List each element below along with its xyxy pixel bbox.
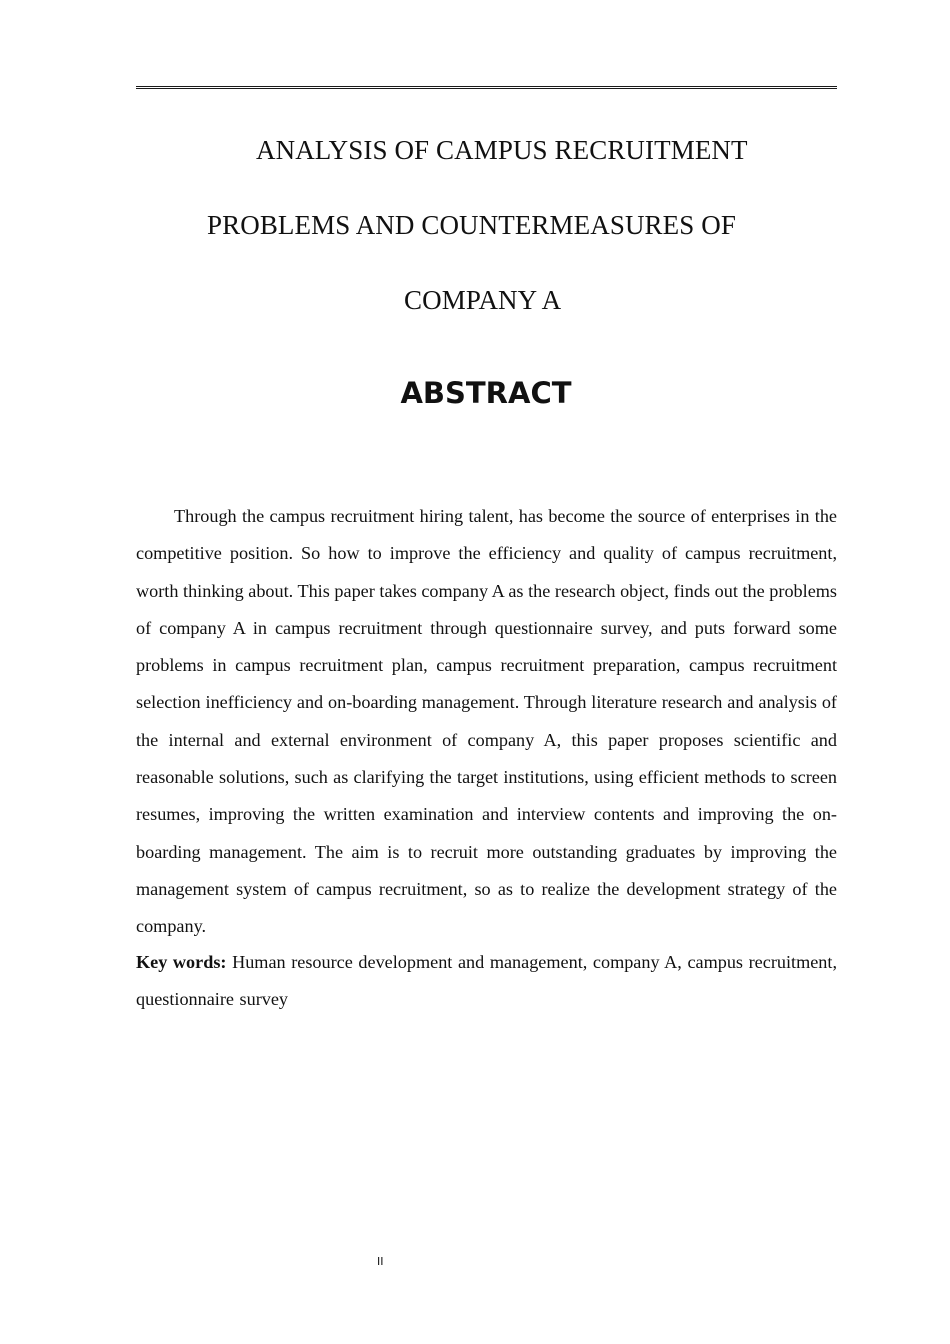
header-rule (136, 86, 837, 89)
title-line-2: PROBLEMS AND COUNTERMEASURES OF (207, 210, 736, 240)
keywords-text: Human resource development and management, company A, campus recruitment, questionnaire survey (136, 952, 837, 1010)
keywords-label: Key words: (136, 952, 227, 972)
abstract-heading: ABSTRACT (400, 376, 572, 410)
title-line-3: COMPANY A (404, 285, 562, 315)
page-number: II (377, 1255, 384, 1268)
title-line-1: ANALYSIS OF CAMPUS RECRUITMENT (256, 135, 748, 165)
abstract-paragraph: Through the campus recruitment hiring talent, has become the source of enterprises in the competitive position. So how to improve the efficiency and quality of campus recruitment, worth thinking about. This paper takes company A as the research object, finds out the problems of company A in campus recruitment through questionnaire survey, and puts forward some problems in campus recruitment plan, campus recruitment preparation, campus recruitment selection inefficiency and on-boarding management. Through literature research and analysis of the internal and external environment of company A, this paper proposes scientific and reasonable solutions, such as clarifying the target institutions, using efficient methods to screen resumes, improving the written examination and interview contents and improving the on-boarding management. The aim is to recruit more outstanding graduates by improving the management system of campus recruitment, so as to realize the development strategy of the company. (136, 506, 837, 937)
keywords-paragraph (136, 944, 837, 1019)
